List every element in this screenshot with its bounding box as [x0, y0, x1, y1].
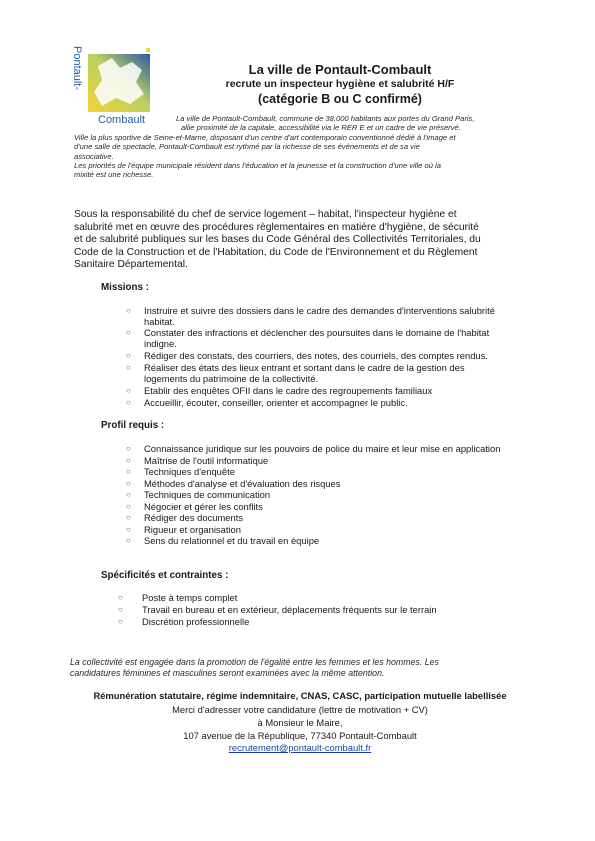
bullet-icon: ○	[126, 513, 131, 522]
profile-item: Techniques de communication	[144, 489, 271, 500]
bullet-icon: ○	[126, 467, 131, 476]
bullet-icon: ○	[126, 478, 131, 488]
bullet-icon: ○	[126, 306, 131, 315]
description-line: Code de la Construction et de l'Habitation, du Code de l'Environnement et du Règlement	[74, 246, 478, 258]
bullet-icon: ○	[126, 386, 131, 395]
profile-item: Sens du relationnel et du travail en équipe	[144, 535, 320, 546]
recipient: à Monsieur le Maire,	[257, 717, 343, 728]
profile-item: Techniques d'enquête	[144, 466, 235, 477]
bullet-icon: ○	[126, 328, 131, 337]
description-line: Sanitaire Départemental.	[74, 259, 188, 271]
bullet-icon: ○	[126, 398, 131, 407]
bullet-icon: ○	[126, 501, 131, 511]
city-intro	[74, 114, 524, 180]
intro-line: associative.	[74, 151, 114, 161]
equality-statement	[70, 657, 530, 679]
mission-item: Réaliser des états des lieux entrant et sortant dans le cadre de la gestion des	[144, 362, 465, 373]
profile-item: Maîtrise de l'outil informatique	[144, 454, 269, 466]
intro-line: La ville de Pontault-Combault, commune de 38.000 habitants aux portes du Grand Paris,	[176, 114, 475, 123]
remuneration-line: Rémunération statutaire, régime indemnitaire, CNAS, CASC, participation mutuelle labellisée	[93, 690, 507, 701]
description-line: salubrité met en œuvre des procédures règlementaires en matière d'hygiène, de sécurité	[74, 221, 479, 233]
mission-item-cont: habitat.	[144, 316, 175, 327]
constraint-item: Discrétion professionnelle	[142, 616, 250, 627]
bullet-icon: ○	[126, 490, 131, 499]
bullet-icon: ○	[118, 617, 123, 626]
bullet-icon: ○	[118, 605, 123, 614]
intro-line: allie proximité de la capitale, accessibilité via le RER E et un cadre de vie préservé.	[181, 123, 461, 133]
page-subtitle: recrute un inspecteur hygiène et salubrité H/F	[225, 78, 455, 90]
constraint-item: Travail en bureau et en extérieur, déplacements fréquents sur le terrain	[142, 604, 437, 615]
missions-list	[126, 305, 534, 415]
bullet-icon: ○	[126, 536, 131, 545]
intro-line: d'une salle de spectacle, Pontault-Combault est rythmé par la richesse de ses événements et de sa vie	[74, 142, 420, 152]
mission-item: Etablir des enquêtes OFII dans le cadre des regroupements familiaux	[144, 385, 433, 396]
job-description	[74, 209, 526, 272]
bullet-icon: ○	[126, 524, 131, 534]
profile-item: Rigueur et organisation	[144, 523, 241, 535]
mission-item: Accueillir, écouter, conseiller, orienter et accompagner le public.	[144, 397, 408, 408]
missions-heading: Missions :	[101, 282, 149, 293]
constraint-item: Poste à temps complet	[142, 592, 238, 603]
intro-line: Les priorités de l'équipe municipale résident dans l'éducation et la jeunesse et la construction d'une ville où la	[74, 161, 441, 171]
mission-item: Constater des infractions et déclencher des poursuites dans le domaine de l'habitat	[144, 327, 490, 338]
postal-address: 107 avenue de la République, 77340 Pontault-Combault	[183, 730, 417, 741]
intro-line: mixité est une richesse.	[74, 170, 154, 180]
description-line: Sous la responsabilité du chef de service logement – habitat, l'inspecteur hygiène et	[74, 209, 457, 220]
bullet-icon: ○	[126, 363, 131, 372]
profile-item: Négocier et gérer les conflits	[144, 500, 263, 512]
description-line: et de salubrité publiques sur les bases du Code Général des Collectivités Territoriales, du	[74, 234, 481, 246]
apply-instructions: Merci d'adresser votre candidature (lettre de motivation + CV)	[172, 704, 428, 715]
bullet-icon: ○	[126, 444, 131, 453]
profile-list	[126, 443, 534, 548]
bullet-icon: ○	[126, 455, 131, 465]
profile-heading: Profil requis :	[101, 420, 165, 431]
intro-line: Ville la plus sportive de Seine-et-Marne, disposant d'un centre d'art contemporain conventionné dédié à l'image et	[74, 132, 456, 142]
equality-line: La collectivité est engagée dans la promotion de l'égalité entre les femmes et les hommes. Les	[70, 657, 439, 667]
mission-item: Rédiger des constats, des courriers, des notes, des courriels, des comptes rendus.	[144, 350, 488, 361]
constraints-heading: Spécificités et contraintes :	[101, 570, 229, 581]
mission-item-cont: indigne.	[144, 338, 177, 349]
bullet-icon: ○	[126, 351, 131, 360]
recruitment-email-link[interactable]: recrutement@pontault-combault.fr	[228, 742, 372, 753]
mission-item-cont: logements du patrimoine de la collectivité.	[144, 373, 319, 384]
equality-line: candidatures féminines et masculines seront examinées avec la même attention.	[70, 668, 385, 678]
email-container	[70, 742, 530, 753]
page-title: La ville de Pontault-Combault	[248, 62, 432, 77]
profile-item: Connaissance juridique sur les pouvoirs de police du maire et leur mise en application	[144, 443, 501, 454]
profile-item: Méthodes d'analyse et d'évaluation des risques	[144, 477, 341, 489]
mission-item: Instruire et suivre des dossiers dans le cadre des demandes d'interventions salubrité	[144, 305, 495, 316]
logo-bottom-text: Combault	[98, 114, 146, 126]
profile-item: Rédiger des documents	[144, 512, 244, 523]
job-category: (catégorie B ou C confirmé)	[258, 92, 422, 106]
logo-vertical-text: Pontault-	[71, 46, 83, 91]
bullet-icon: ○	[118, 593, 123, 602]
constraints-list	[118, 592, 532, 632]
